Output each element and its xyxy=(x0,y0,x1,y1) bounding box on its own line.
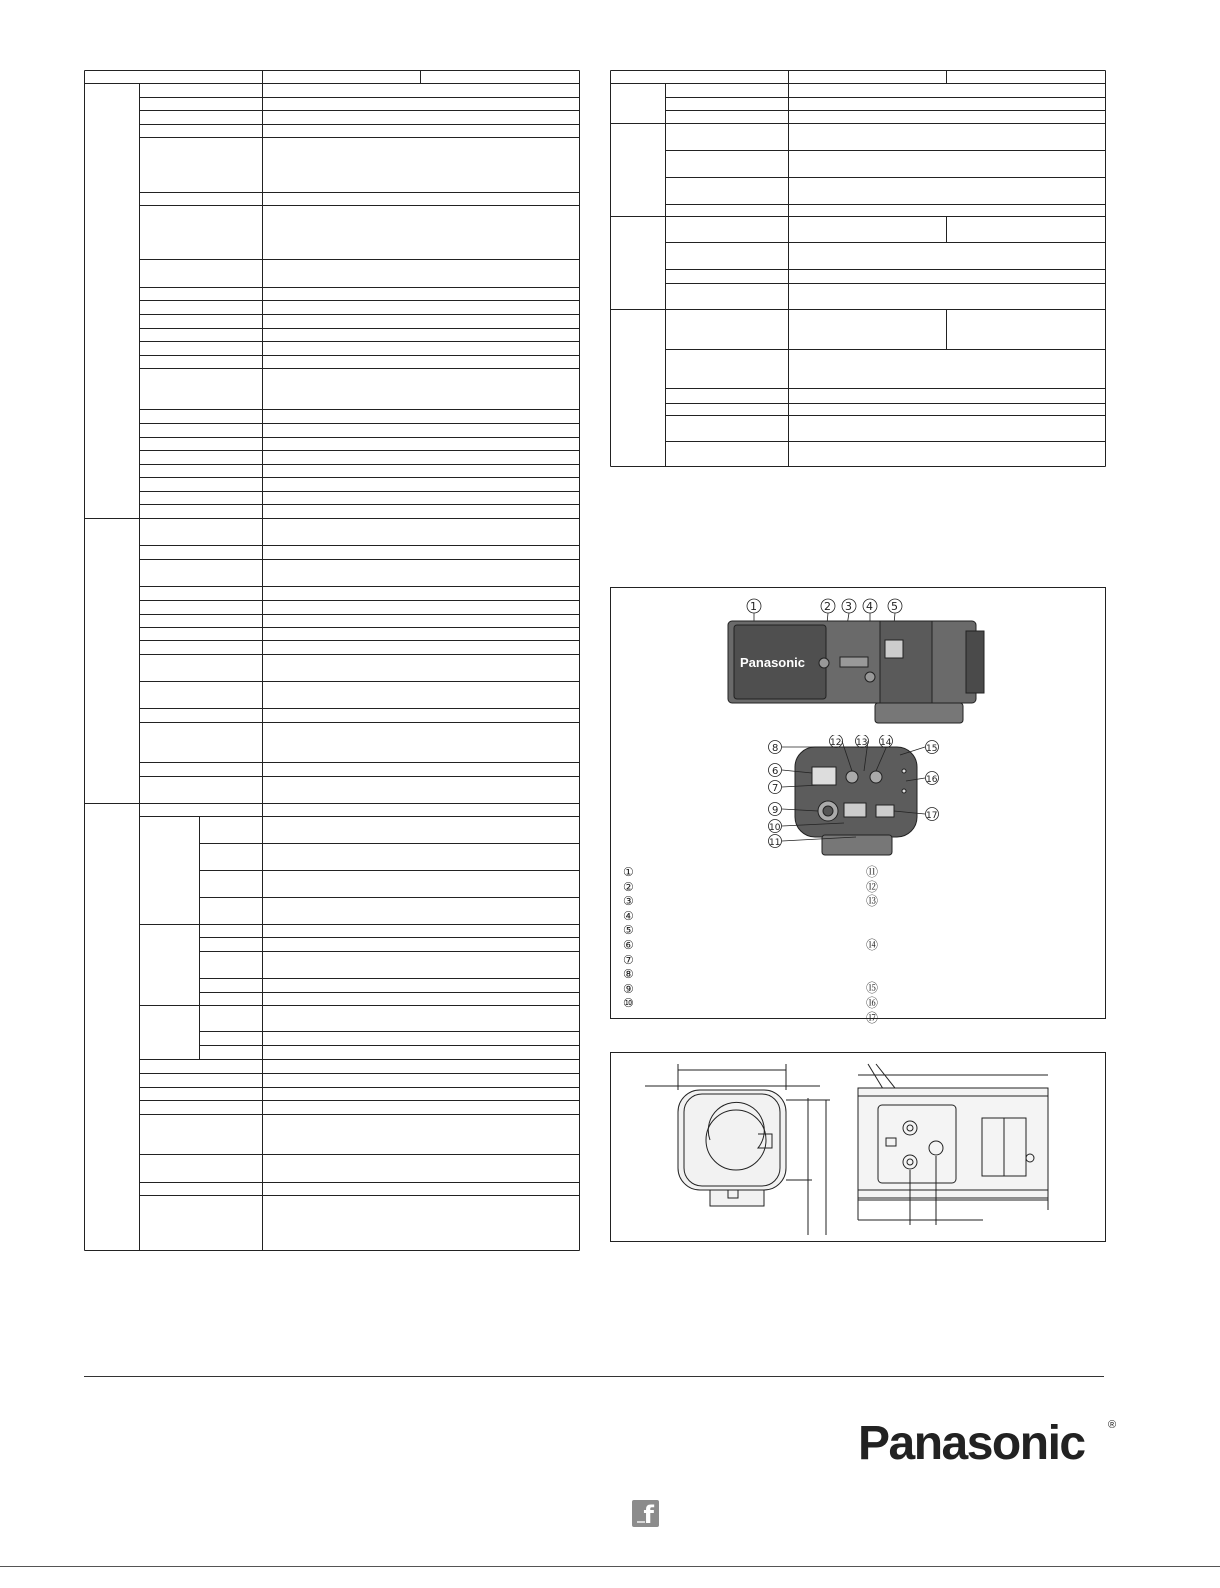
svg-text:5: 5 xyxy=(891,600,898,613)
callout-1: 1 xyxy=(750,600,757,613)
parts-legend-right xyxy=(866,865,878,1025)
parts-legend-number: ① xyxy=(623,865,634,879)
panasonic-logo: Panasonic xyxy=(858,1417,1085,1470)
svg-text:16: 16 xyxy=(926,775,938,785)
spec-table-right xyxy=(610,70,1106,468)
footer-rule xyxy=(84,1376,1104,1377)
registered-mark: ® xyxy=(1108,1419,1117,1431)
parts-legend-number: ⑭ xyxy=(866,937,879,952)
parts-legend-number: ⑥ xyxy=(623,937,634,952)
parts-legend-number: ⑪ xyxy=(866,865,879,879)
dimension-front-view xyxy=(640,1060,840,1235)
svg-text:17: 17 xyxy=(926,811,938,821)
parts-legend-number: ⑬ xyxy=(866,894,879,909)
svg-text:12: 12 xyxy=(830,738,842,748)
parts-legend-number: ④ xyxy=(623,908,634,923)
parts-legend-number: ⑩ xyxy=(623,996,634,1011)
dimension-bottom-view xyxy=(848,1060,1058,1235)
svg-text:9: 9 xyxy=(772,805,779,816)
svg-text:7: 7 xyxy=(772,783,779,794)
parts-legend-number: ⑰ xyxy=(866,1010,879,1025)
parts-legend-number: ⑦ xyxy=(623,952,634,967)
parts-legend-number: ⑯ xyxy=(866,995,879,1010)
svg-text:3: 3 xyxy=(845,600,852,613)
spec-table-left xyxy=(84,70,580,1252)
parts-legend-number: ⑨ xyxy=(623,981,634,996)
svg-text:10: 10 xyxy=(769,823,781,833)
svg-text:2: 2 xyxy=(824,600,831,613)
camera-rear-view xyxy=(760,735,950,860)
facebook-icon-glyph: f xyxy=(643,1501,654,1529)
facebook-icon[interactable] xyxy=(632,1500,659,1527)
camera-logo: Panasonic xyxy=(740,655,806,670)
svg-text:4: 4 xyxy=(866,600,873,613)
parts-legend-left xyxy=(623,865,634,1011)
svg-text:11: 11 xyxy=(769,838,781,848)
camera-top-view xyxy=(720,595,990,730)
svg-text:15: 15 xyxy=(926,744,938,754)
parts-legend-number: ⑤ xyxy=(623,923,634,938)
svg-text:13: 13 xyxy=(856,738,868,748)
parts-legend-number: ⑮ xyxy=(866,981,879,996)
parts-legend-number: ⑫ xyxy=(866,879,879,894)
page-bottom-rule xyxy=(0,1566,1220,1567)
parts-legend-number: ⑧ xyxy=(623,967,634,982)
parts-legend-number: ② xyxy=(623,879,634,894)
svg-text:8: 8 xyxy=(772,743,779,754)
svg-text:6: 6 xyxy=(772,766,779,777)
parts-legend-number: ③ xyxy=(623,894,634,909)
svg-text:14: 14 xyxy=(880,738,892,748)
